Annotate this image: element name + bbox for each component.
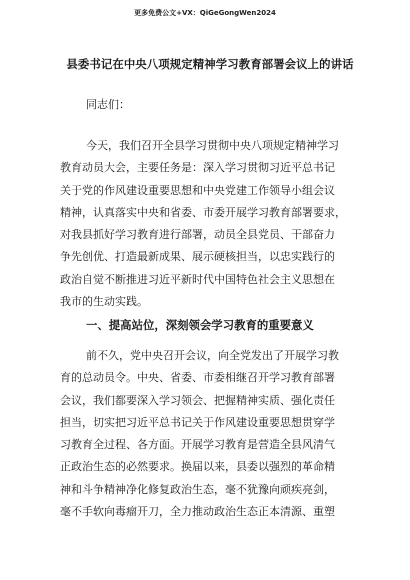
document-title: 县委书记在中央八项规定精神学习教育部署会议上的讲话 (66, 57, 354, 71)
paragraph-line: 精神，认真落实中央和省委、市委开展学习教育部署要求， (60, 205, 346, 219)
paragraph-line: 担当，切实把习近平总书记关于作风建设重要思想贯穿学 (60, 415, 335, 429)
paragraph-line: 政治自觉不断推进习近平新时代中国特色社会主义思想在 (60, 272, 335, 286)
paragraph-line: 对我县抓好学习教育进行部署，动员全县党员、干部奋力 (60, 228, 335, 242)
paragraph-line: 关于党的作风建设重要思想和中央党建工作领导小组会议 (60, 183, 335, 197)
paragraph-line: 习教育全过程、各方面。开展学习教育是营造全县风清气 (60, 438, 335, 452)
paragraph-line: 育的总动员令。中央、省委、市委相继召开学习教育部署 (60, 371, 335, 385)
paragraph-section1 (60, 345, 360, 523)
header-note: 更多免费公文+VX：QiGeGongWen2024 (134, 9, 276, 17)
section-heading: 一、提高站位，深刻领会学习教育的重要意义 (86, 318, 314, 332)
paragraph-line: 我市的生动实践。 (60, 295, 148, 309)
salutation: 同志们： (86, 98, 130, 111)
paragraph-opening (60, 135, 360, 313)
paragraph-line: 正政治生态的必然要求。换届以来，县委以强烈的革命精 (60, 460, 335, 474)
paragraph-line: 毫不手软向毒瘤开刀，全力推动政治生态正本清源、重塑 (60, 505, 335, 519)
paragraph-line: 会议，我们都要深入学习领会、把握精神实质、强化责任 (60, 393, 335, 407)
paragraph-line: 今天，我们召开全县学习贯彻中央八项规定精神学习 (86, 139, 339, 152)
paragraph-line: 神和斗争精神净化修复政治生态，毫不犹豫向顽疾亮剑， (60, 482, 335, 496)
paragraph-line: 教育动员大会，主要任务是：深入学习贯彻习近平总书记 (60, 161, 335, 175)
paragraph-line: 前不久，党中央召开会议，向全党发出了开展学习教 (86, 349, 339, 362)
paragraph-line: 争先创优、打造最新成果、展示硬核担当，以忠实践行的 (60, 250, 335, 264)
